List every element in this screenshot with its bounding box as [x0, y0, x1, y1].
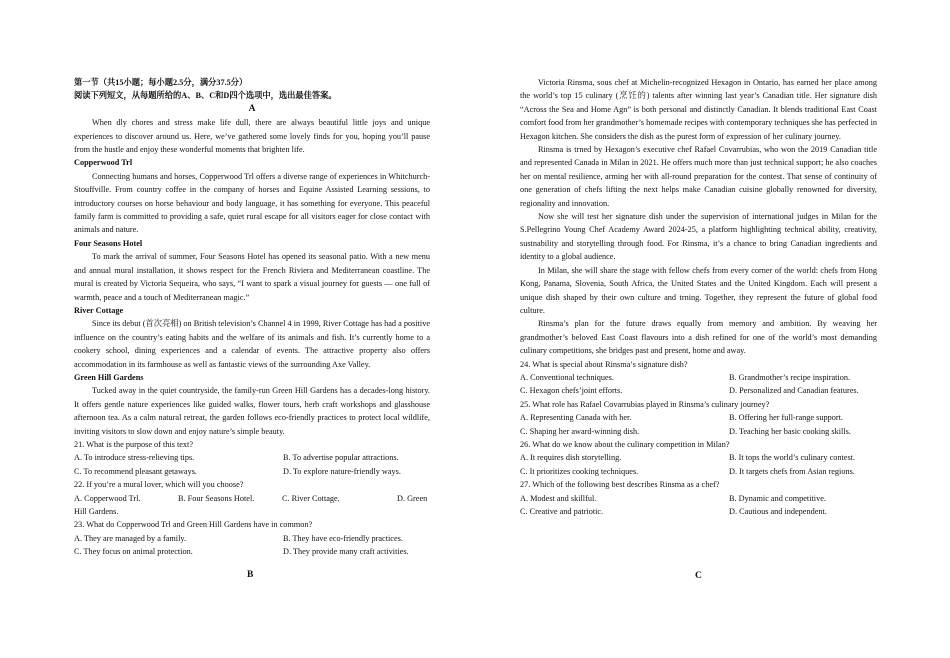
passage-letter-a: A [248, 103, 256, 114]
option-c: C. It prioritizes cooking techniques. [520, 466, 639, 476]
question-26: 26. What do we know about the culinary competition in Milan? [520, 439, 730, 449]
option-b: B. Dynamic and competitive. [729, 493, 826, 503]
option-c: C. Hexagon chefs’joint efforts. [520, 386, 623, 396]
option-a: A. Conventional techniques. [520, 372, 614, 382]
question-24: 24. What is special about Rinsma’s signature dish? [520, 359, 688, 369]
left-column [74, 76, 430, 559]
question-26-options [520, 465, 877, 478]
passage-paragraph: Rinsma is trned by Hexagon’s executive chef Rafael Covarrubias, who won the 2019 Canadian title and represented Canada in Milan in 2021. He offers much more than just technical support; he also coaches her on mental resilience, arming her with all-round preparation for the contest. That sense of continuity of one generation of chefs lifting the next helps make Canadian cuisine globally renowned for diversity, regionality and innovation. [520, 145, 877, 208]
option-a: A. It requires dish storytelling. [520, 453, 622, 463]
option-a: A. Modest and skillful. [520, 493, 597, 503]
question-23-options [74, 532, 430, 545]
question-23: 23. What do Copperwood Trl and Green Hill Gardens have in common? [74, 520, 313, 530]
passage-paragraph: In Milan, she will share the stage with fellow chefs from every corner of the world: chefs from Hong Kong, Panama, Slovenia, South Africa, the United States and the United Kingdom. Each will present a unique dish shaped by their own culture and trning. Together, they represent the future of global food culture. [520, 265, 877, 315]
option-d: D. They provide many craft activities. [283, 547, 409, 557]
passage-letter-c: C [695, 571, 702, 581]
passage-letter-b: B [247, 570, 254, 580]
question-25-options [520, 425, 877, 438]
option-b: B. It tops the world’s culinary contest. [729, 453, 856, 463]
question-23-options [74, 545, 430, 558]
passage-paragraph: Victoria Rinsma, sous chef at Michelin-recognized Hexagon in Ontario, has earned her place among the world’s top 15 culinary (烹饪的) talents after winning last year’s Canadian title. Her signature dish “Across the Sea and Home Agn” is both personal and distinctly Canadian. It blends traditional East Coast comfort food from her grandmother’s homemade recipes with contemporary techniques she has perfected in Hexagon kitchen. She considers the dish as the purest form of expression of her culinary journey. [520, 78, 877, 141]
instruction: 阅读下列短文，从每题所给的A、B、C和D四个选项中，选出最佳答案。 [74, 91, 337, 101]
section-heading: Four Seasons Hotel [74, 238, 143, 248]
section-text: Connecting humans and horses, Copperwood Trl offers a diverse range of experiences in Whitchurch-Stouffville. From country coffee in the company of horses and Equine Assisted Learning sessions, to introductory courses on horse behaviour and body language, it has something for everyone. This peaceful family farm is committed to providing a safe, quiet rural escape for all visitors eager for close contact with animals and nature. [74, 171, 430, 235]
question-27-options [520, 492, 877, 505]
question-25-options [520, 411, 877, 424]
section-heading: River Cottage [74, 305, 124, 315]
passage-paragraph: Now she will test her signature dish under the supervision of international judges in Milan for the S.Pellegrino Young Chef Academy Award 2024-25, a platform highlighting technical ability, creativity, sustnability and storytelling through food. For Rinsma, it’s a chance to bring Canadian ingredients and identity to a global audience. [520, 212, 877, 262]
option-d: D. Cautious and independent. [729, 507, 827, 516]
question-24-options [520, 371, 877, 384]
option-d: D. Green [397, 493, 428, 503]
intro-paragraph: When dly chores and stress make life dull, there are always beautiful little joys and unique experiences to discover around us. Here, we’ve gathered some lovely finds for you, hoping you’ll pause from the hustle and enjoy these wonderful moments that brighten life. [74, 118, 430, 155]
option-b: B. They have eco-friendly practices. [283, 533, 403, 543]
question-24-options [520, 384, 877, 397]
option-c: C. They focus on animal protection. [74, 547, 193, 557]
option-b: B. To advertise popular attractions. [283, 453, 399, 463]
section-title: 第一节（共15小题；每小题2.5分，满分37.5分） [74, 78, 248, 87]
question-21-options [74, 451, 430, 464]
section-heading: Green Hill Gardens [74, 372, 144, 382]
option-a: A. To introduce stress-relieving tips. [74, 453, 195, 463]
question-21: 21. What is the purpose of this text? [74, 439, 193, 449]
right-column [520, 76, 877, 518]
section-text: Tucked away in the quiet countryside, the family-run Green Hill Gardens has a decades-long history. It offers gentle nature experiences like guided walks, flower tours, herb craft workshops and glasshouse afternoon tea. As a calm natural retreat, the garden follows eco-friendly practices to protect local wildlife, inviting visitors to slow down and enjoy nature’s simple beauty. [74, 386, 430, 436]
option-c: C. To recommend pleasant getaways. [74, 466, 197, 476]
section-text: Since its debut (首次亮相) on British television’s Channel 4 in 1999, River Cottage has had a positive influence on the country’s eating habits and the welfare of its animals and fish. It’s currently home to a cookery school, dining experiences and a calendar of events. The attractive property also offers accommodation in its farmhouse as well as fantastic views of the surrounding Axe Valley. [74, 319, 430, 369]
option-b: B. Four Seasons Hotel. [178, 493, 255, 503]
question-27-options [520, 505, 877, 518]
option-c: C. Creative and patriotic. [520, 507, 604, 516]
option-c: C. Shaping her award-winning dish. [520, 426, 640, 436]
section-heading: Copperwood Trl [74, 158, 133, 168]
question-25: 25. What role has Rafael Covarrubias played in Rinsma’s culinary journey? [520, 399, 770, 409]
section-text: To mark the arrival of summer, Four Seasons Hotel has opened its seasonal patio. With a new menu and annual mural installation, it shows respect for the French Riviera and Mediterranean coastline. The mural is created by Victoria Sequeira, who says, “I want to spark a visual journey for guests — one full of warmth, peace and a touch of Mediterranean magic.” [74, 252, 430, 302]
option-d-continued: Hill Gardens. [74, 507, 119, 516]
question-26-options [520, 451, 877, 464]
option-a: A. They are managed by a family. [74, 533, 187, 543]
option-b: B. Offering her full-range support. [729, 413, 843, 423]
option-d: D. Personalized and Canadian features. [729, 386, 859, 396]
option-d: D. Teaching her basic cooking skills. [729, 426, 851, 436]
question-21-options [74, 465, 430, 478]
option-d: D. To explore nature-friendly ways. [283, 466, 401, 476]
option-a: A. Copperwood Trl. [74, 493, 141, 503]
option-d: D. It targets chefs from Asian regions. [729, 466, 855, 476]
question-22: 22. If you’re a mural lover, which will you choose? [74, 480, 244, 490]
question-22-options [74, 492, 430, 505]
option-c: C. River Cottage. [282, 493, 340, 503]
question-27: 27. Which of the following best describes Rinsma as a chef? [520, 480, 720, 490]
option-b: B. Grandmother’s recipe inspiration. [729, 372, 851, 382]
passage-paragraph: Rinsma’s plan for the future draws equally from memory and ambition. By weaving her grandmother’s beloved East Coast flavours into a dish refined for one of the world’s most demanding culinary competitions, she bridges past and present, home and away. [520, 319, 877, 356]
option-a: A. Representing Canada with her. [520, 413, 632, 423]
